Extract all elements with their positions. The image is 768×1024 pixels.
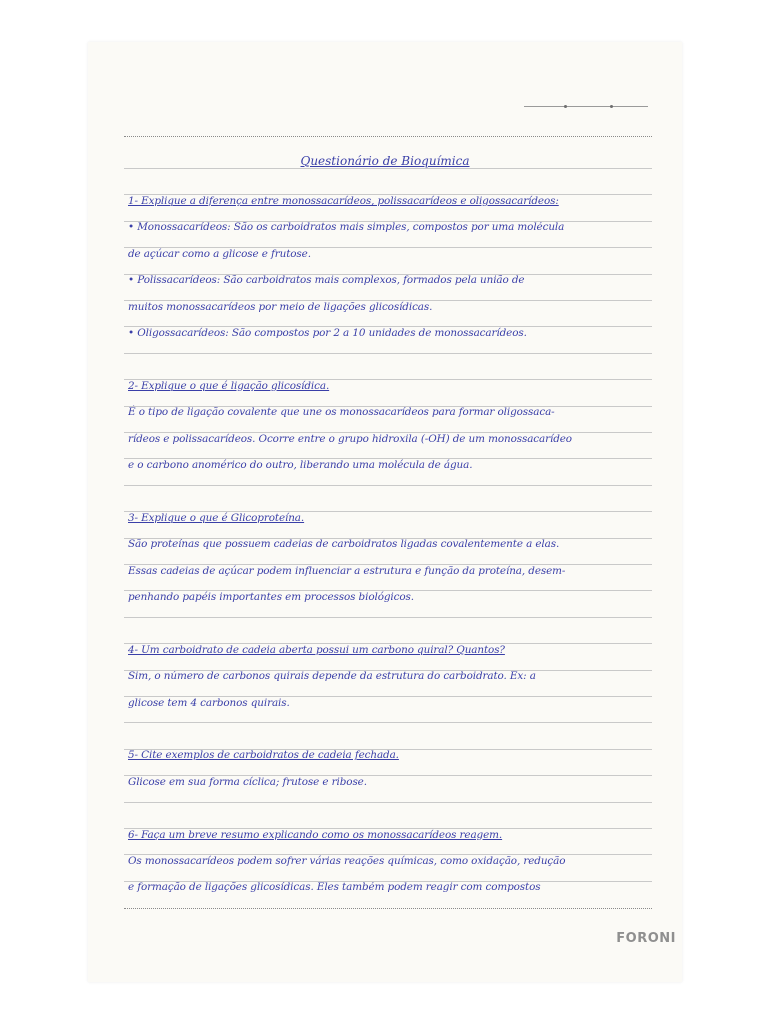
ruled-line bbox=[124, 775, 652, 776]
answer-line: Glicose em sua forma cíclica; frutose e ribose. bbox=[128, 775, 367, 788]
answer-line: Os monossacarídeos podem sofrer várias reações químicas, como oxidação, redução bbox=[128, 855, 566, 867]
answer-line: • Polissacarídeos: São carboidratos mais complexos, formados pela união de bbox=[128, 274, 525, 287]
ruled-line bbox=[124, 696, 652, 697]
answer-line: muitos monossacarídeos por meio de ligações glicosídicas. bbox=[128, 300, 433, 313]
answer-line: e formação de ligações glicosídicas. Eles também podem reagir com compostos bbox=[128, 881, 541, 894]
ruled-line bbox=[124, 564, 652, 565]
ruled-line bbox=[124, 300, 652, 301]
bottom-dotted-rule bbox=[124, 908, 652, 909]
date-line bbox=[524, 106, 648, 107]
ruled-line bbox=[124, 194, 652, 195]
answer-line: É o tipo de ligação covalente que une os monossacarídeos para formar oligossaca- bbox=[128, 406, 555, 419]
question-line: 6- Faça um breve resumo explicando como os monossacarídeos reagem. bbox=[128, 828, 503, 841]
brand-logo: FORONI bbox=[616, 931, 676, 946]
question-line: 2- Explique o que é ligação glicosídica. bbox=[128, 379, 330, 392]
notebook-page bbox=[88, 42, 682, 982]
question-line: 1- Explique a diferença entre monossacarídeos, polissacarídeos e oligossacarídeos: bbox=[128, 195, 559, 207]
answer-line: Sim, o número de carbonos quirais depende da estrutura do carboidrato. Ex: a bbox=[128, 670, 536, 683]
ruled-line bbox=[124, 749, 652, 750]
ruled-line bbox=[124, 247, 652, 248]
ruled-line bbox=[124, 379, 652, 380]
question-line: 3- Explique o que é Glicoproteína. bbox=[128, 511, 305, 524]
answer-line: glicose tem 4 carbonos quirais. bbox=[128, 696, 290, 709]
answer-line: de açúcar como a glicose e frutose. bbox=[128, 247, 311, 260]
ruled-line bbox=[124, 590, 652, 591]
ruled-line bbox=[124, 643, 652, 644]
ruled-line bbox=[124, 828, 652, 829]
ruled-line bbox=[124, 406, 652, 407]
answer-line: rídeos e polissacarídeos. Ocorre entre o grupo hidroxila (-OH) de um monossacarídeo bbox=[128, 432, 572, 445]
ruled-line bbox=[124, 353, 652, 354]
ruled-line bbox=[124, 432, 652, 433]
ruled-line bbox=[124, 881, 652, 882]
ruled-line bbox=[124, 722, 652, 723]
answer-line: e o carbono anomérico do outro, liberando uma molécula de água. bbox=[128, 459, 473, 471]
ruled-line bbox=[124, 854, 652, 855]
answer-line: • Monossacarídeos: São os carboidratos mais simples, compostos por uma molécula bbox=[128, 221, 565, 234]
ruled-line bbox=[124, 511, 652, 512]
ruled-line bbox=[124, 617, 652, 618]
answer-line: • Oligossacarídeos: São compostos por 2 a 10 unidades de monossacarídeos. bbox=[128, 327, 527, 339]
ruled-line bbox=[124, 221, 652, 222]
ruled-line bbox=[124, 802, 652, 803]
ruled-line bbox=[124, 274, 652, 275]
ruled-line bbox=[124, 326, 652, 327]
ruled-line bbox=[124, 670, 652, 671]
question-line: 4- Um carboidrato de cadeia aberta possui um carbono quiral? Quantos? bbox=[128, 643, 505, 656]
answer-line: São proteínas que possuem cadeias de carboidratos ligadas covalentemente a elas. bbox=[128, 538, 560, 551]
top-dotted-rule bbox=[124, 136, 652, 137]
ruled-line bbox=[124, 458, 652, 459]
page-title: Questionário de Bioquímica bbox=[300, 154, 470, 168]
question-line: 5- Cite exemplos de carboidratos de cadeia fechada. bbox=[128, 749, 399, 762]
answer-line: Essas cadeias de açúcar podem influenciar a estrutura e função da proteína, desem- bbox=[128, 564, 566, 577]
ruled-line bbox=[124, 538, 652, 539]
ruled-line bbox=[124, 485, 652, 486]
answer-line: penhando papéis importantes em processos biológicos. bbox=[128, 591, 414, 603]
ruled-line bbox=[124, 168, 652, 169]
